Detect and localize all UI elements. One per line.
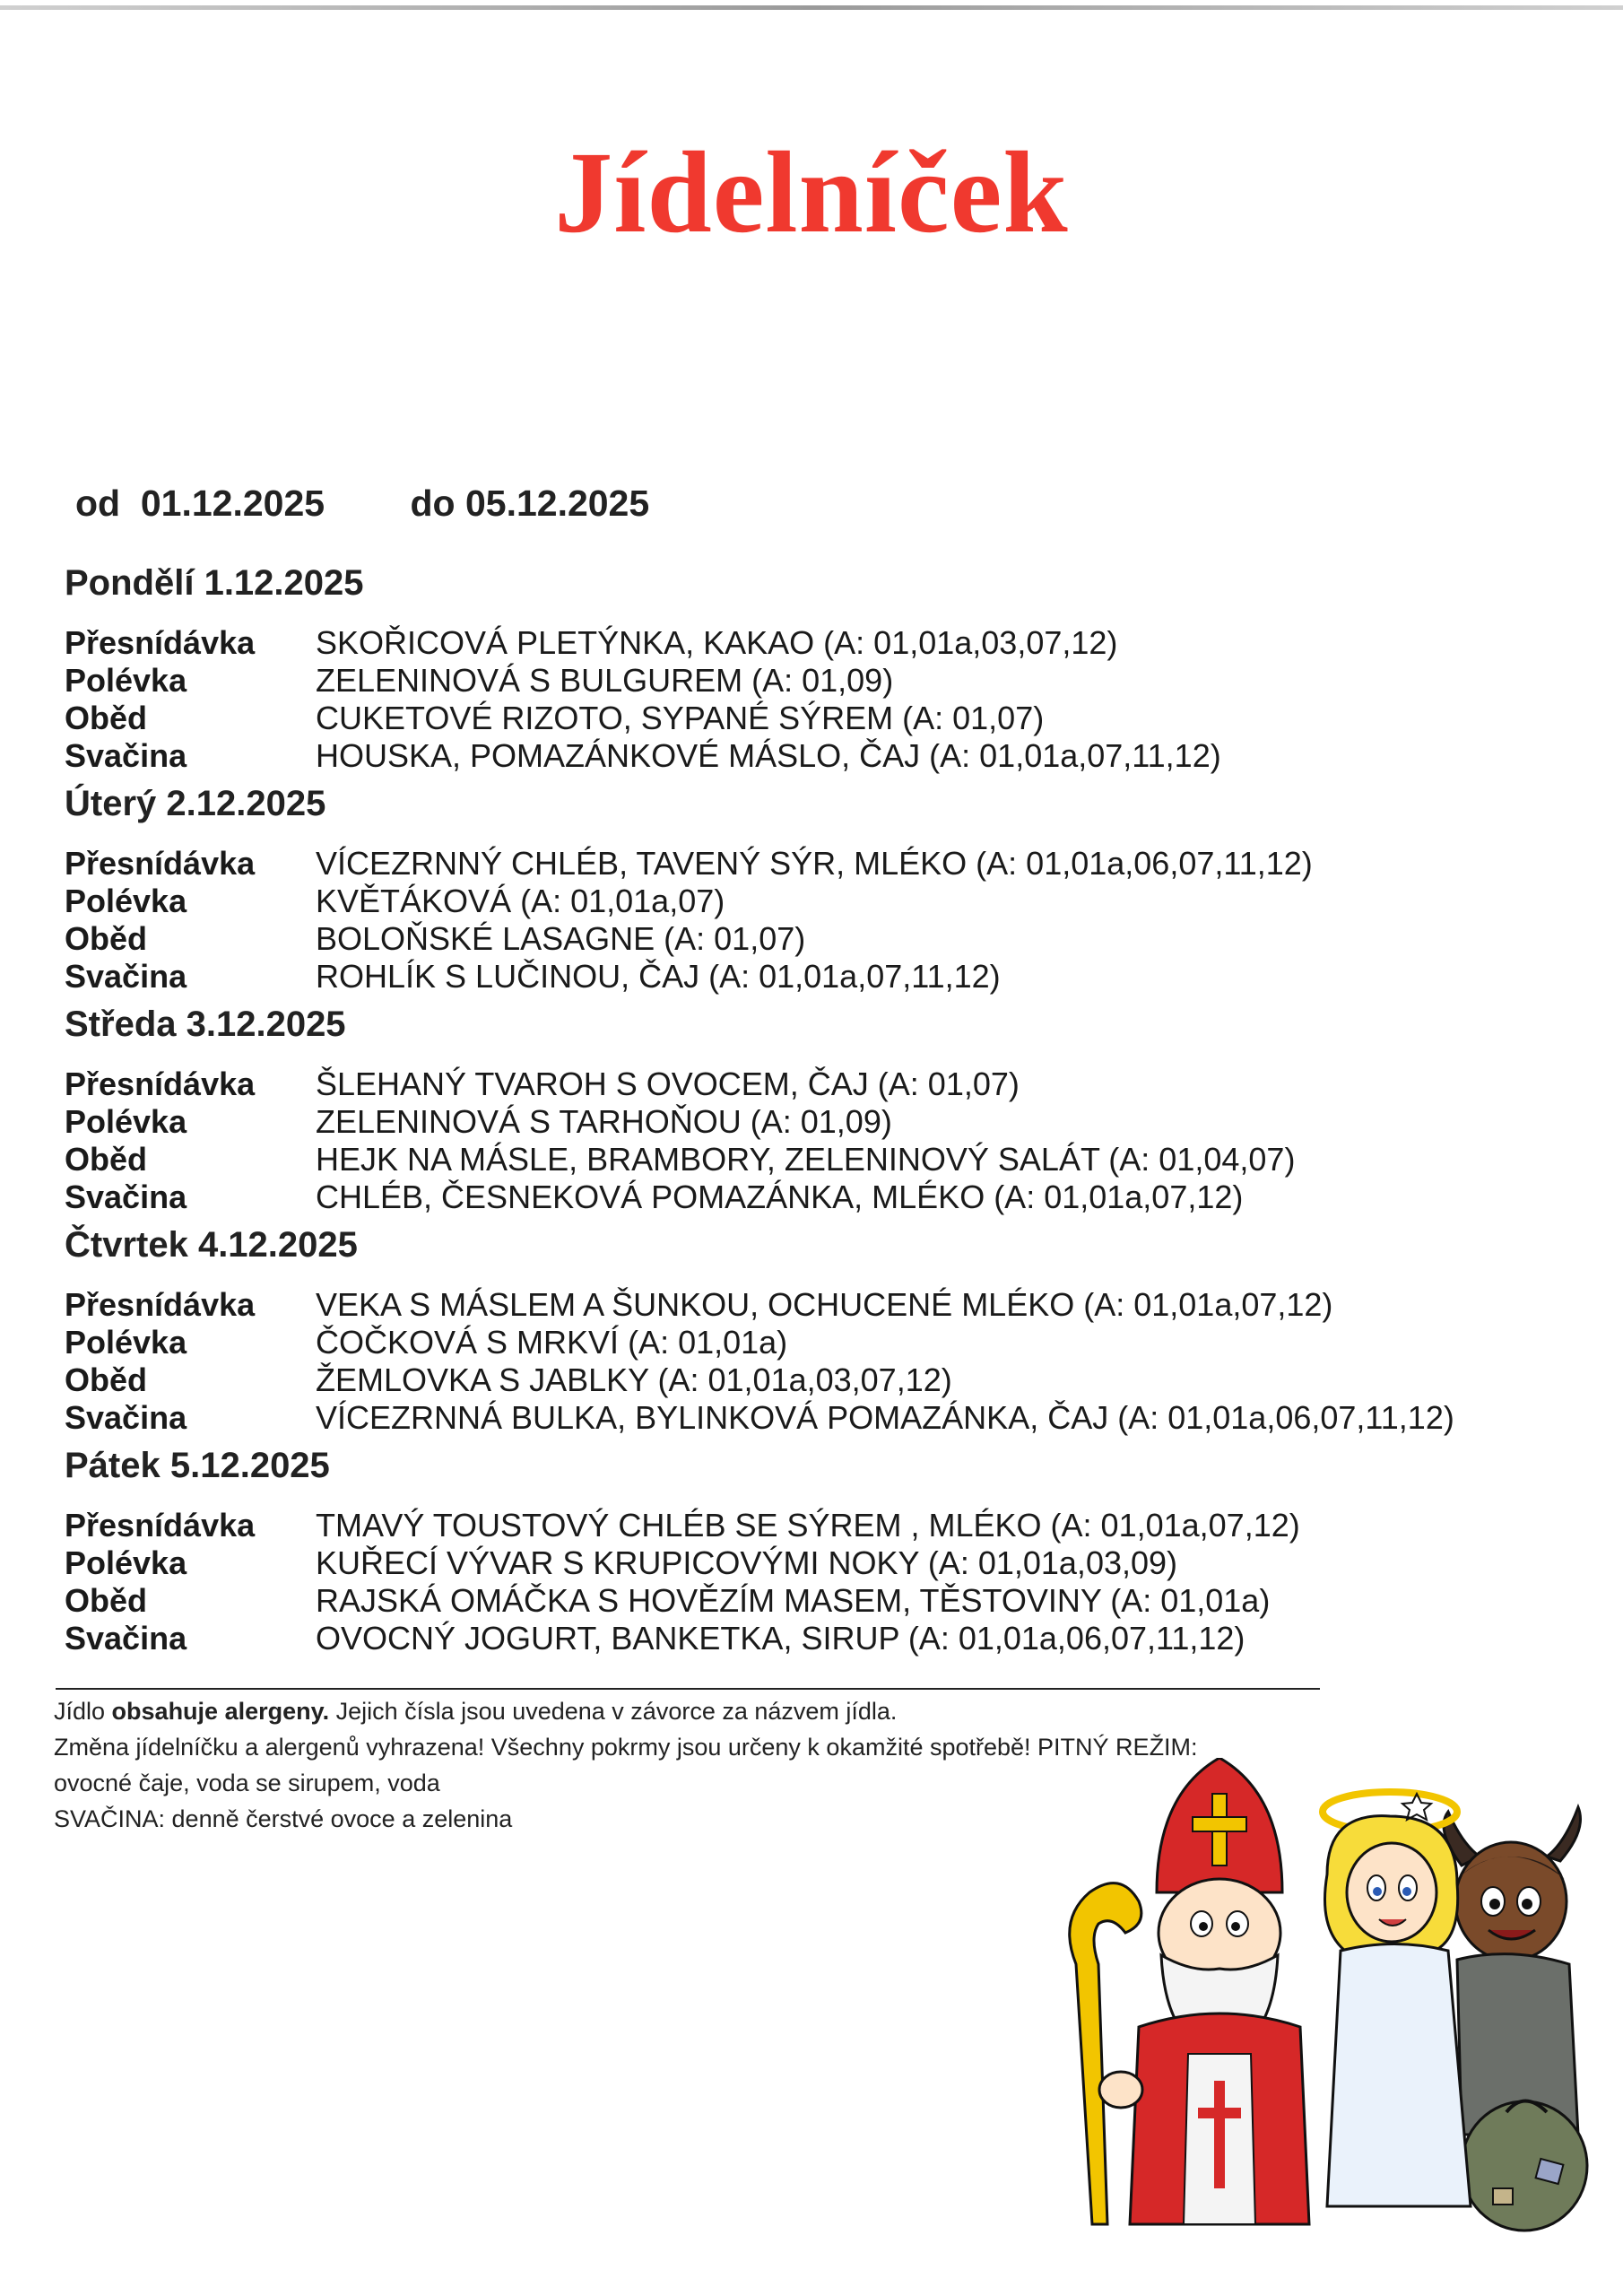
divider	[56, 1688, 1320, 1690]
meal-row	[65, 662, 1553, 700]
meal-dish: VÍCEZRNNÁ BULKA, BYLINKOVÁ POMAZÁNKA, ČAJ (A: 01,01a,06,07,11,12)	[316, 1399, 1454, 1436]
date-range	[75, 483, 649, 525]
meal-dish: ŠLEHANÝ TVAROH S OVOCEM, ČAJ (A: 01,07)	[316, 1065, 1020, 1102]
meal-label: Přesnídávka	[65, 1507, 256, 1544]
meal-label: Oběd	[65, 700, 148, 736]
meal-dish: RAJSKÁ OMÁČKA S HOVĚZÍM MASEM, TĚSTOVINY (A: 01,01a)	[316, 1582, 1271, 1619]
meal-dish: KUŘECÍ VÝVAR S KRUPICOVÝMI NOKY (A: 01,01a,03,09)	[316, 1544, 1178, 1581]
meal-label: Přesnídávka	[65, 845, 256, 882]
date-from: od 01.12.2025	[75, 483, 325, 524]
meal-row	[65, 883, 1553, 920]
meal-row	[65, 737, 1553, 775]
meal-row	[65, 1178, 1553, 1216]
meal-dish: BOLOŇSKÉ LASAGNE (A: 01,07)	[316, 920, 806, 957]
meal-label: Svačina	[65, 1399, 187, 1436]
meal-dish: SKOŘICOVÁ PLETÝNKA, KAKAO (A: 01,01a,03,07,12)	[316, 624, 1118, 661]
meal-row	[65, 1399, 1553, 1437]
meal-row	[65, 1544, 1553, 1582]
meal-row	[65, 1286, 1553, 1324]
meal-label: Polévka	[65, 1324, 187, 1361]
meal-row	[65, 1065, 1553, 1103]
meal-label: Svačina	[65, 1620, 187, 1657]
page-title: Jídelníček	[554, 128, 1069, 257]
day-title: Středa 3.12.2025	[65, 1004, 346, 1044]
meal-dish: ŽEMLOVKA S JABLKY (A: 01,01a,03,07,12)	[316, 1361, 952, 1398]
date-to: do 05.12.2025	[410, 483, 650, 524]
meal-row	[65, 1361, 1553, 1399]
meal-dish: OVOCNÝ JOGURT, BANKETKA, SIRUP (A: 01,01a,06,07,11,12)	[316, 1620, 1245, 1657]
meal-dish: ZELENINOVÁ S BULGUREM (A: 01,09)	[316, 662, 894, 699]
meal-label: Polévka	[65, 662, 187, 699]
meal-row	[65, 1582, 1553, 1620]
day-title: Pátek 5.12.2025	[65, 1446, 330, 1485]
meal-row	[65, 1620, 1553, 1657]
meal-label: Oběd	[65, 1582, 148, 1619]
day-title: Úterý 2.12.2025	[65, 784, 326, 823]
meal-dish: CHLÉB, ČESNEKOVÁ POMAZÁNKA, MLÉKO (A: 01,01a,07,12)	[316, 1178, 1244, 1215]
meal-dish: HOUSKA, POMAZÁNKOVÉ MÁSLO, ČAJ (A: 01,01a,07,11,12)	[316, 737, 1221, 774]
day-title: Pondělí 1.12.2025	[65, 563, 364, 603]
weekly-menu	[65, 556, 1553, 1659]
meal-row	[65, 700, 1553, 737]
snack-note: SVAČINA: denně čerstvé ovoce a zelenina	[54, 1805, 513, 1832]
angel-figure	[1323, 1792, 1471, 2206]
st-nicholas-figure	[1070, 1758, 1309, 2224]
meal-label: Oběd	[65, 1361, 148, 1398]
meal-label: Oběd	[65, 1141, 148, 1178]
day-tuesday	[65, 777, 1553, 996]
meal-label: Svačina	[65, 737, 187, 774]
meal-row	[65, 624, 1553, 662]
meal-row	[65, 1103, 1553, 1141]
meal-label: Přesnídávka	[65, 1065, 256, 1102]
meal-label: Polévka	[65, 883, 187, 919]
meal-label: Polévka	[65, 1103, 187, 1140]
meal-row	[65, 1324, 1553, 1361]
meal-label: Polévka	[65, 1544, 187, 1581]
meal-dish: TMAVÝ TOUSTOVÝ CHLÉB SE SÝREM , MLÉKO (A: 01,01a,07,12)	[316, 1507, 1300, 1544]
st-nicholas-angel-devil-illustration	[1040, 1758, 1596, 2242]
meal-dish: KVĚTÁKOVÁ (A: 01,01a,07)	[316, 883, 725, 919]
change-note: Změna jídelníčku a alergenů vyhrazena! Všechny pokrmy jsou určeny k okamžité spotřebě! PITNÝ REŽIM:	[54, 1734, 1198, 1761]
meal-row	[65, 1507, 1553, 1544]
meal-row	[65, 1141, 1553, 1178]
allergen-note: Jídlo obsahuje alergeny. Jejich čísla jsou uvedena v závorce za názvem jídla.	[54, 1698, 898, 1725]
meal-dish: VÍCEZRNNÝ CHLÉB, TAVENÝ SÝR, MLÉKO (A: 01,01a,06,07,11,12)	[316, 845, 1313, 882]
meal-row	[65, 845, 1553, 883]
meal-dish: VEKA S MÁSLEM A ŠUNKOU, OCHUCENÉ MLÉKO (A: 01,01a,07,12)	[316, 1286, 1333, 1323]
meal-row	[65, 920, 1553, 958]
meal-row	[65, 958, 1553, 996]
meal-dish: CUKETOVÉ RIZOTO, SYPANÉ SÝREM (A: 01,07)	[316, 700, 1045, 736]
meal-label: Přesnídávka	[65, 1286, 256, 1323]
meal-label: Oběd	[65, 920, 148, 957]
drinking-regime-note: ovocné čaje, voda se sirupem, voda	[54, 1770, 440, 1796]
day-wednesday	[65, 997, 1553, 1216]
scan-edge	[0, 5, 1623, 10]
meal-label: Přesnídávka	[65, 624, 256, 661]
day-friday	[65, 1439, 1553, 1657]
meal-label: Svačina	[65, 958, 187, 995]
meal-dish: HEJK NA MÁSLE, BRAMBORY, ZELENINOVÝ SALÁT (A: 01,04,07)	[316, 1141, 1296, 1178]
meal-dish: ROHLÍK S LUČINOU, ČAJ (A: 01,01a,07,11,12)	[316, 958, 1001, 995]
meal-label: Svačina	[65, 1178, 187, 1215]
meal-dish: ZELENINOVÁ S TARHOŇOU (A: 01,09)	[316, 1103, 892, 1140]
day-monday	[65, 556, 1553, 775]
day-title: Čtvrtek 4.12.2025	[65, 1225, 358, 1265]
meal-dish: ČOČKOVÁ S MRKVÍ (A: 01,01a)	[316, 1324, 788, 1361]
day-thursday	[65, 1218, 1553, 1437]
footer-notes	[54, 1693, 1198, 1837]
